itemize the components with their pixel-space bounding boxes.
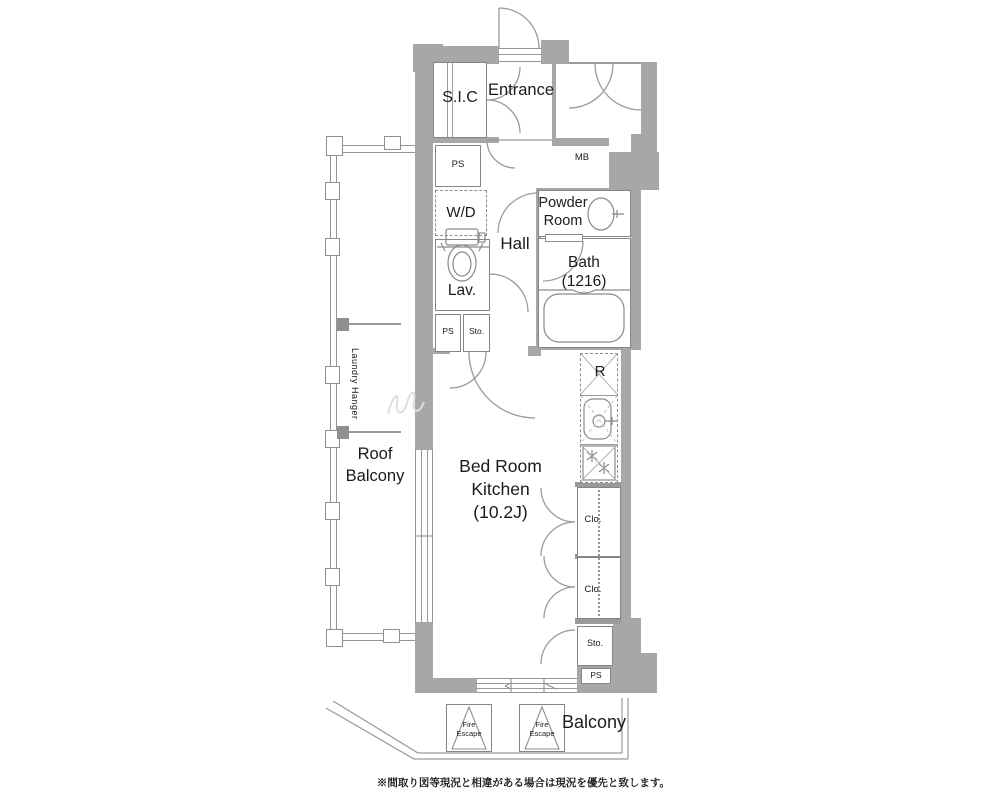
vestibule-door-arc-1 xyxy=(595,64,641,110)
bedroom-label: Bed Room Kitchen (10.2J) xyxy=(459,456,542,523)
mb-label: MB xyxy=(574,152,590,163)
window-tick-marks xyxy=(415,536,556,692)
hall-label: Hall xyxy=(500,234,530,253)
powder-room-door-arc xyxy=(498,193,538,233)
refrigerator-label: R xyxy=(594,363,606,380)
sic-label: S.I.C xyxy=(442,89,478,106)
bedroom-door-arc-right xyxy=(469,352,535,418)
front-door-arc xyxy=(499,8,539,48)
bedroom-door-arc-left xyxy=(450,352,486,388)
powder-sink-icon xyxy=(588,198,624,230)
fire-escape-label-2: Fire Escape xyxy=(529,720,555,739)
watermark xyxy=(388,392,424,414)
closet-1-label: Clo. xyxy=(584,514,602,525)
sto-bottom-label: Sto. xyxy=(586,638,603,648)
fire-escape-label-1: Fire Escape xyxy=(456,720,482,739)
closet2-door-arc-bottom xyxy=(544,587,575,618)
laundry-hanger-label: Laundry Hanger xyxy=(349,348,360,420)
bath-label: Bath (1216) xyxy=(561,254,607,290)
entrance-hall-door-arc xyxy=(487,140,515,168)
closet2-door-arc-top xyxy=(544,556,575,587)
bathtub-icon xyxy=(539,290,630,342)
ps-bottom-label: PS xyxy=(590,670,602,680)
ps-mid-label: PS xyxy=(442,326,454,336)
entrance-label: Entrance xyxy=(487,81,555,99)
closet-2-label: Clo. xyxy=(584,584,602,595)
powder-room-label: Powder Room xyxy=(538,195,588,229)
footnote: ※間取り図等現況と相違がある場合は現況を優先と致します。 xyxy=(376,777,670,789)
vestibule-door-arc-2 xyxy=(569,64,613,108)
kitchen-sink-icon xyxy=(584,399,618,439)
closet1-door-arc-bottom xyxy=(541,522,575,556)
roof-balcony-label: Roof Balcony xyxy=(345,445,405,486)
toilet-icon xyxy=(437,229,489,281)
sto-door-arc xyxy=(541,630,575,664)
balcony-label: Balcony xyxy=(561,712,627,732)
ps-top-label: PS xyxy=(451,159,465,170)
sic-door-arc-bottom xyxy=(487,100,520,133)
washer-dryer-label: W/D xyxy=(446,204,476,221)
stove-area-cross xyxy=(581,445,617,481)
lavatory-door-arc xyxy=(490,274,528,312)
sto-mid-label: Sto. xyxy=(468,326,485,336)
lavatory-label: Lav. xyxy=(447,282,477,299)
